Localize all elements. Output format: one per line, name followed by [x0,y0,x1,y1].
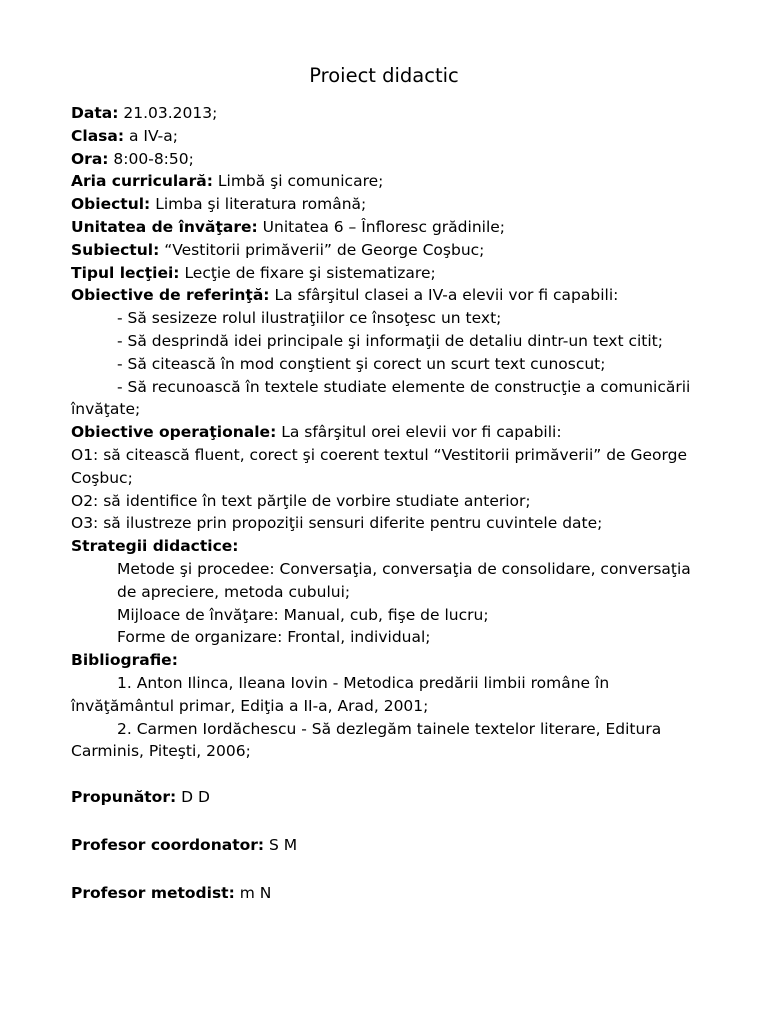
document-body [71,102,691,905]
field-value: Lecţie de fixare şi sistematizare; [184,263,436,282]
section-intro: La sfârşitul orei elevii vor fi capabili: [281,423,562,442]
signature-value: m N [239,883,272,902]
signature-value: S M [269,835,298,854]
list-item: - Să sesizeze rolul ilustraţiilor ce însoţesc un text; [117,309,502,328]
section-intro: La sfârşitul clasei a IV-a elevii vor fi capabili: [274,286,619,305]
field-tipul [71,262,691,285]
field-label: Unitatea de învăţare: [71,217,258,236]
signature-label: Profesor metodist: [71,883,235,902]
list-item: - Să desprindă idei principale şi informaţii de detaliu dintr-un text citit; [117,331,663,350]
field-obiectul [71,193,691,216]
signature-propunator [71,786,691,809]
objectives-reference-heading [71,284,691,307]
signature-value: D D [181,788,210,807]
field-data [71,102,691,125]
field-label: Data: [71,104,119,122]
list-item: Mijloace de învăţare: Manual, cub, fişe de lucru; [117,605,489,624]
list-item: - Să recunoască în textele studiate elemente de construcţie a comunicării învăţate; [71,377,691,419]
field-value: “Vestitorii primăverii” de George Coşbuc; [164,240,485,259]
list-item: 1. Anton Ilinca, Ileana Iovin - Metodica predării limbii române în învăţământul primar, Ediţia a II-a, Arad, 2001; [71,673,610,715]
field-label: Clasa: [71,126,125,145]
section-label: Obiective de referinţă: [71,286,270,305]
field-value: Limbă şi comunicare; [217,172,384,191]
field-label: Obiectul: [71,195,151,214]
field-label: Aria curriculară: [71,172,213,191]
field-value: 8:00-8:50; [113,149,194,168]
field-aria [71,170,691,193]
signature-label: Propunător: [71,788,177,807]
objectives-operational-heading [71,421,691,444]
document-title: Proiect didactic [309,64,459,87]
section-label: Obiective operaţionale: [71,423,277,442]
list-item: O2: să identifice în text părţile de vorbire studiate anterior; [71,491,531,510]
list-item: Forme de organizare: Frontal, individual; [117,628,431,647]
signature-metodist [71,882,691,905]
field-value: Limba şi literatura română; [155,195,367,214]
list-item: O1: să citească fluent, corect şi coerent textul “Vestitorii primăverii” de George Coşbuc; [71,445,688,487]
field-ora [71,148,691,171]
signature-coordonator [71,834,691,857]
list-item: O3: să ilustreze prin propoziţii sensuri diferite pentru cuvintele date; [71,514,603,533]
signature-label: Profesor coordonator: [71,835,265,854]
field-label: Ora: [71,149,109,168]
field-subiectul [71,239,691,262]
field-clasa [71,125,691,148]
field-value: 21.03.2013; [123,104,218,122]
list-item: Metode şi procedee: Conversaţia, conversaţia de consolidare, conversaţia de apreciere, metoda cubului; [117,559,691,601]
strategies-heading: Strategii didactice: [71,537,239,556]
field-value: a IV-a; [128,126,178,145]
list-item: 2. Carmen Iordăchescu - Să dezlegăm tainele textelor literare, Editura Carminis, Piteşti, 2006; [71,719,662,761]
field-unitatea [71,216,691,239]
field-value: Unitatea 6 – Înfloresc grădinile; [262,217,506,236]
bibliography-heading: Bibliografie: [71,651,178,670]
field-label: Subiectul: [71,240,160,259]
list-item: - Să citească în mod conştient şi corect un scurt text cunoscut; [117,354,606,373]
field-label: Tipul lecţiei: [71,263,180,282]
